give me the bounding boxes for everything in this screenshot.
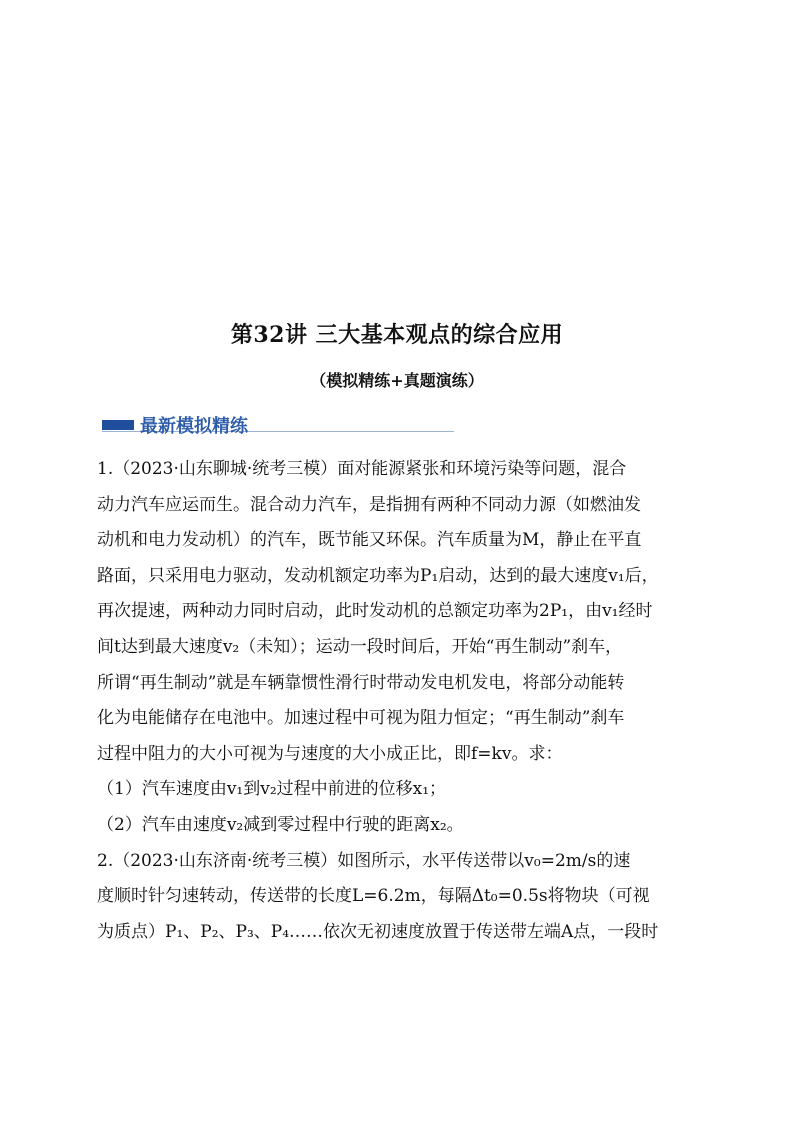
question-2 <box>97 844 709 951</box>
question-1 <box>97 452 709 772</box>
q1-line: 化为电能储存在电池中。加速过程中可视为阻力恒定；“再生制动”刹车 <box>97 708 625 729</box>
section-heading <box>102 412 454 436</box>
q1-line: 过程中阻力的大小可视为与速度的大小成正比，即f=kv。求： <box>97 743 563 764</box>
q2-line: 度顺时针匀速转动，传送带的长度L=6.2m，每隔Δt₀=0.5s将物块（可视 <box>97 886 650 907</box>
section-marker-icon <box>102 420 134 430</box>
page-subtitle: （模拟精练+真题演练） <box>310 371 484 390</box>
q1-line: 1.（2023·山东聊城·统考三模）面对能源紧张和环境污染等问题，混合 <box>97 459 627 479</box>
q2-line: 2.（2023·山东济南·统考三模）如图所示，水平传送带以v₀=2m/s的速 <box>97 850 631 871</box>
q1-subquestion-1: （1）汽车速度由v₁到v₂过程中前进的位移x₁； <box>97 779 447 800</box>
q1-line: 动力汽车应运而生。混合动力汽车，是指拥有两种不同动力源（如燃油发 <box>97 494 641 515</box>
q1-line: 再次提速，两种动力同时启动，此时发动机的总额定功率为2P₁，由v₁经时 <box>97 601 653 622</box>
q1-line: 路面，只采用电力驱动，发动机额定功率为P₁启动，达到的最大速度v₁后， <box>97 565 659 586</box>
question-1-subquestions <box>97 772 709 843</box>
q1-line: 所谓“再生制动”就是车辆靠惯性滑行时带动发电机发电，将部分动能转 <box>97 672 625 693</box>
page-title: 第32讲 三大基本观点的综合应用 <box>230 322 564 348</box>
question-content <box>97 452 709 950</box>
q2-line: 为质点）P₁、P₂、P₃、P₄……依次无初速度放置于传送带左端A点，一段时 <box>97 921 659 942</box>
section-heading-label: 最新模拟精练 <box>140 416 248 437</box>
q1-subquestion-2: （2）汽车由速度v₂减到零过程中行驶的距离x₂。 <box>97 814 464 835</box>
q1-line: 动机和电力发动机）的汽车，既节能又环保。汽车质量为M，静止在平直 <box>97 530 642 551</box>
q1-line: 间t达到最大速度v₂（未知）；运动一段时间后，开始“再生制动”刹车， <box>97 636 623 657</box>
